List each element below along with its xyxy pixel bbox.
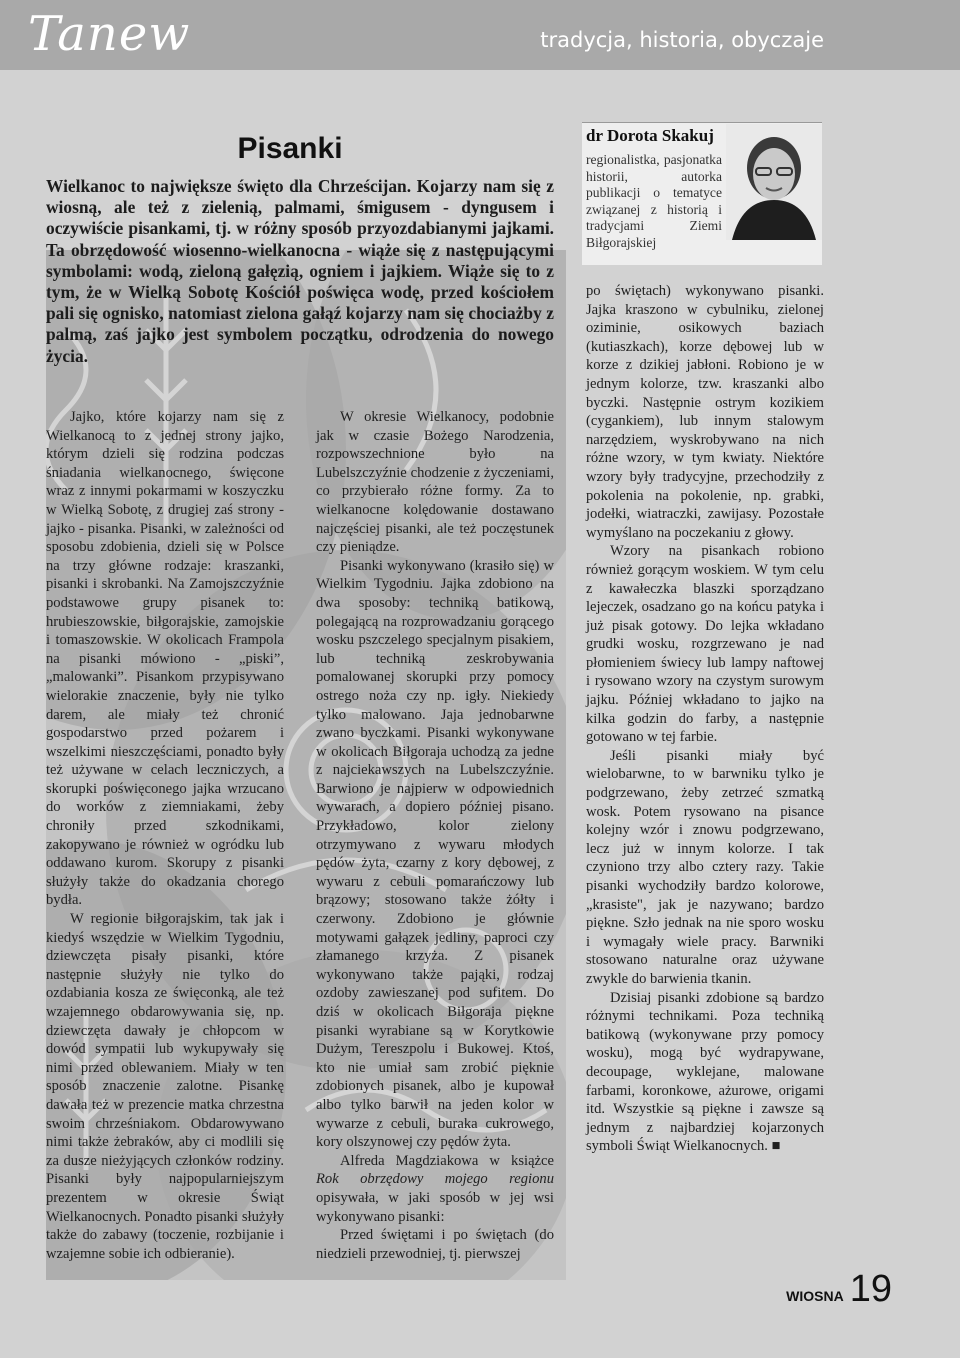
text-column-2 [316,408,554,1263]
masthead [0,0,960,71]
paragraph-quote-intro: Alfreda Magdziakowa w książce Rok obrzędowy mojego regionu opisywała, w jaki sposób w jej wsi wykonywano pisanki: [316,1152,554,1225]
issue-season: WIOSNA [786,1288,844,1304]
author-bio: regionalistka, pasjonatka historii, autorka publikacji o tematyce związanej z historią i tradycjami Ziemi Biłgorajskiej [586,152,722,250]
paragraph: Pisanki wykonywano (krasiło się) w Wielkim Tygodniu. Jajka zdobiono na dwa sposoby: techniką batikową, polegającą na rozprowadzaniu gorącego wosku pszczelego specjalnym pisakiem, lub techniką zeskrobywania pomalowanej skorupki przy pomocy ostrego noża czy np. igły. Niekiedy tylko malowano. Jaja jednobarwne zwano byczkami. Pisanki wykonywane w okolicach Biłgoraja uchodzą za jedne z najciekawszych na Lubelszczyźnie. Barwiono je najpierw w odpowiednich wywarach, a dopiero później pisano. Przykładowo, kolor zielony otrzymywano z wywaru młodych pędów żyta, czarny z kory dębowej, z wywaru z cebuli pomarańczowy lub brązowy; stosowano także żółty i czerwony. Zdobiono je głównie motywami gałązek jedliny, paproci czy złamanego krzyża. Z pisanek wykonywano także pająki, rodzaj ozdoby zawieszanej pod sufitem. Do dziś w okolicach Biłgoraja piękne pisanki wyrabiane są w Korytkowie Dużym, Tereszpolu i Bukowej. Ktoś, kto nie umiał sam zrobić pięknie zdobionych pisanek, albo je kupował albo tylko barwił na jeden kolor w wywarze z cebuli, buraka cukrowego, kory olszynowej czy pędów żyta. [316,557,554,1151]
book-title: Rok obrzędowy mojego regionu [316,1171,554,1188]
paragraph: Jeśli pisanki miały być wielobarwne, to w barwniku tylko je podgrzewano, żeby zetrzeć szmatką wosk. Potem rysowano na pisance kolejny wzór i znowu podgrzewano, lecz już w innym kolorze. I tak czyniono trzy albo cztery razy. Takie pisanki wychodziły bardzo kolorowe, „krasiste", jak je nazywano; bardzo piękne. Szło jednak na nie sporo wosku i wymagały wiele pracy. Barwniki stosowano naturalne oraz używane zwykle do barwienia tkanin. [586,747,824,987]
author-portrait-icon [726,124,822,240]
paragraph: Jajko, które kojarzy nam się z Wielkanocą to z jednej strony jajko, którym dzieli się rodzina podczas śniadania wielkanocnego, święcone wraz z innymi pokarmami w koszyczku w Wielką Sobotę, z drugiej zaś strony - jajko - pisanka. Pisanki, w zależności od sposobu zdobienia, dzieli się w Polsce na trzy główne rodzaje: kraszanki, pisanki i skrobanki. Na Zamojszczyźnie podstawowe grupy pisanek to: hrubieszowskie, biłgorajskie, zamojskie i tomaszowskie. W okolicach Frampola na pisanki mówiono - „piski”, „malowanki”. Pisankom przypisywano wielorakie znaczenie, były nie tylko darem, ale miały też chronić gospodarstwo przed pożarem i wszelkimi nieszczęściami, ponadto były też używane w celach leczniczych, a skorupki poświęconego jajka wrzucano do worków z ziemniakami, żeby chroniły przed szkodnikami, zakopywano je również w ogródku lub oddawano kurom. Skorupy z pisanki służyły także do okadzania chorego bydła. [46,409,284,909]
article-title: Pisanki [237,132,343,165]
paragraph: W regionie biłgorajskim, tak jak i kiedyś wszędzie w Wielkim Tygodniu, dziewczęta pisały pisanki, które następnie służyły nie tylko do ozdabiania kosza ze święconką, ale też wzajemnego obdarowywania się, np. dziewczęta dawały je chłopcom w dowód sympatii lub wykupywały się nimi przed oblewaniem. Miały w ten sposób znaczenie zalotne. Pisankę dawała też w prezencie matka chrzestna swoim chrześniakom. Obdarowywano nimi także żebraków, aby ci modlili się za dusze nieżyjących członków rodziny. Pisanki były najpopularniejszym prezentem w okresie Świąt Wielkanocnych. Ponadto pisanki służyły także do zabawy (toczenie, rozbijanie i wzajemne sobie ich odbieranie). [46,911,284,1262]
paragraph: Dzisiaj pisanki zdobione są bardzo różnymi technikami. Poza techniką batikową (wykonywane przy pomocy wosku), mogą być wydrapywane, decoupage, wyklejane, malowane farbami, koronkowe, ażurowe, origami itd. Wszystkie są piękne i zawsze są jednym z najbardziej kojarzonych symboli Świąt Wielkanocnych. ■ [586,989,824,1155]
paragraph: Przed świętami i po świętach (do niedzieli przewodniej, tj. pierwszej [316,1227,554,1262]
magazine-tagline: tradycja, historia, obyczaje [540,28,824,52]
text-column-3 [586,282,824,1156]
paragraph: W okresie Wielkanocy, podobnie jak w czasie Bożego Narodzenia, rozpowszechnione było na Lubelszczyźnie chodzenie z życzeniami, co przybierało różne formy. Za to wielkanocne kolędowanie dostawano najczęściej pisanki, ale też poczęstunek czy pieniądze. [316,409,554,556]
paragraph: po świętach) wykonywano pisanki. Jajka kraszono w cybulniku, zielonej oziminie, osikowych baziach (kutiaszkach), korze dębowej lub w korze z dzikiej jabłoni. Robiono je w jednym kolorze, tzw. kraszanki albo byczki. Następnie ostrym kozikiem (cygankiem), lub innym stalowym narzędziem, wyskrobywano na nich różne wzory, w tym kwiaty. Niektóre wzory były tradycyjne, przechodziły z pokolenia na pokolenie, np. grabki, jodełki, wiatraczki, zawijasy. Pozostałe wymyślano na poczekaniu z głowy. [586,283,824,541]
page-number: 19 [849,1268,892,1310]
article-lead: Wielkanoc to największe święto dla Chrześcijan. Kojarzy nam się z wiosną, ale też z zielenią, palmami, śmigusem - dyngusem i oczywiście pisankami, tj. w różny sposób przyozdabianymi jajkami. Ta obrzędowość wiosenno-wielkanocna - wiąże się z następującymi symbolami: wodą, zieloną gałęzią, ogniem i jajkiem. Wiąże się to z tym, że w Wielką Sobotę Kościół poświęca wodę, przed kościołem pali się ognisko, natomiast zielona gałąź kojarzy nam się chociażby z palmą, zaś jajko jest symbolem początku, odrodzenia do nowego życia. [46,176,554,366]
paragraph: Wzory na pisankach robiono również gorącym woskiem. W tym celu z kawałeczka blaszki sporządzano lejeczek, osadzano go na końcu patyka i już pisak gotowy. Do lejka wkładano grudki wosku, rozgrzewano je nad płomieniem świecy lub lampy naftowej i rysowano wzory na czystym surowym jajku. Później wkładano to jajko na kilka godzin do farby, a następnie gotowano w tej farbie. [586,543,824,746]
magazine-logo: Tanew [28,6,191,62]
text-column-1 [46,408,284,1263]
author-photo [726,124,822,240]
page-footer [786,1268,892,1311]
author-name: dr Dorota Skakuj [586,126,714,145]
